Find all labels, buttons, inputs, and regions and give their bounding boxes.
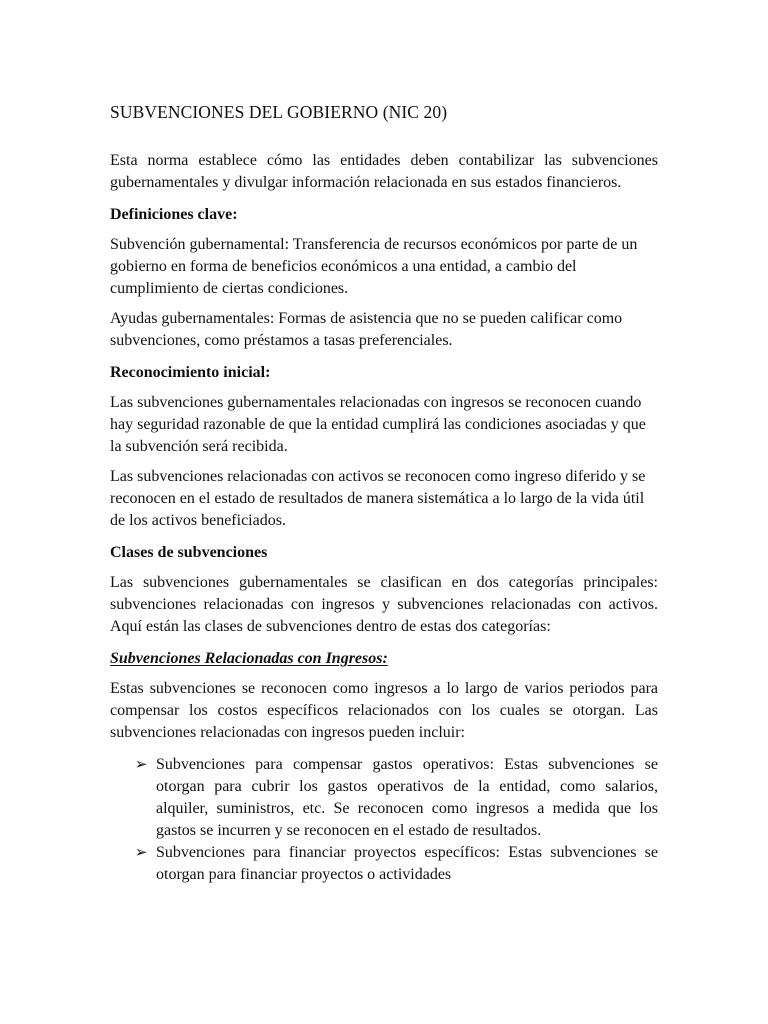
document-page xyxy=(110,100,658,886)
definicion-ayudas: Ayudas gubernamentales: Formas de asistencia que no se pueden calificar como subvenciones, como préstamos a tasas preferenciales. xyxy=(110,310,623,349)
list-item xyxy=(110,754,658,842)
list-item xyxy=(110,842,658,886)
list-item-text: Subvenciones para financiar proyectos específicos: Estas subvenciones se otorgan para financiar proyectos o actividades xyxy=(156,844,658,883)
clases-heading: Clases de subvenciones xyxy=(110,544,268,561)
list-item-text: Subvenciones para compensar gastos operativos: Estas subvenciones se otorgan para cubrir los gastos operativos de la entidad, como salarios, alquiler, suministros, etc. Se reconocen como ingresos a medida que los gastos se incurren y se reconocen en el estado de resultados. xyxy=(156,756,658,839)
ingresos-subheading: Subvenciones Relacionadas con Ingresos: xyxy=(110,650,388,667)
arrow-bullet-icon: ➢ xyxy=(134,845,148,861)
intro-paragraph: Esta norma establece cómo las entidades deben contabilizar las subvenciones gubernamentales y divulgar información relacionada en sus estados financieros. xyxy=(110,152,658,191)
document-title: SUBVENCIONES DEL GOBIERNO (NIC 20) xyxy=(110,102,448,122)
reconocimiento-paragraph-2: Las subvenciones relacionadas con activos se reconocen como ingreso diferido y se reconocen en el estado de resultados de manera sistemática a lo largo de la vida útil de los activos beneficiados. xyxy=(110,468,646,529)
reconocimiento-paragraph-1: Las subvenciones gubernamentales relacionadas con ingresos se reconocen cuando hay seguridad razonable de que la entidad cumplirá las condiciones asociadas y que la subvención será recibida. xyxy=(110,394,646,455)
clases-paragraph: Las subvenciones gubernamentales se clasifican en dos categorías principales: subvenciones relacionadas con ingresos y subvenciones relacionadas con activos. Aquí están las clases de subvenciones dentro de estas dos categorías: xyxy=(110,574,658,635)
reconocimiento-heading: Reconocimiento inicial: xyxy=(110,364,271,381)
definicion-subvencion: Subvención gubernamental: Transferencia de recursos económicos por parte de un gobierno en forma de beneficios económicos a una entidad, a cambio del cumplimiento de ciertas condiciones. xyxy=(110,236,638,297)
arrow-bullet-icon: ➢ xyxy=(134,757,148,773)
definiciones-heading: Definiciones clave: xyxy=(110,206,238,223)
ingresos-list xyxy=(110,754,658,886)
ingresos-paragraph: Estas subvenciones se reconocen como ingresos a lo largo de varios periodos para compensar los costos específicos relacionados con los cuales se otorgan. Las subvenciones relacionadas con ingresos pueden incluir: xyxy=(110,680,658,741)
